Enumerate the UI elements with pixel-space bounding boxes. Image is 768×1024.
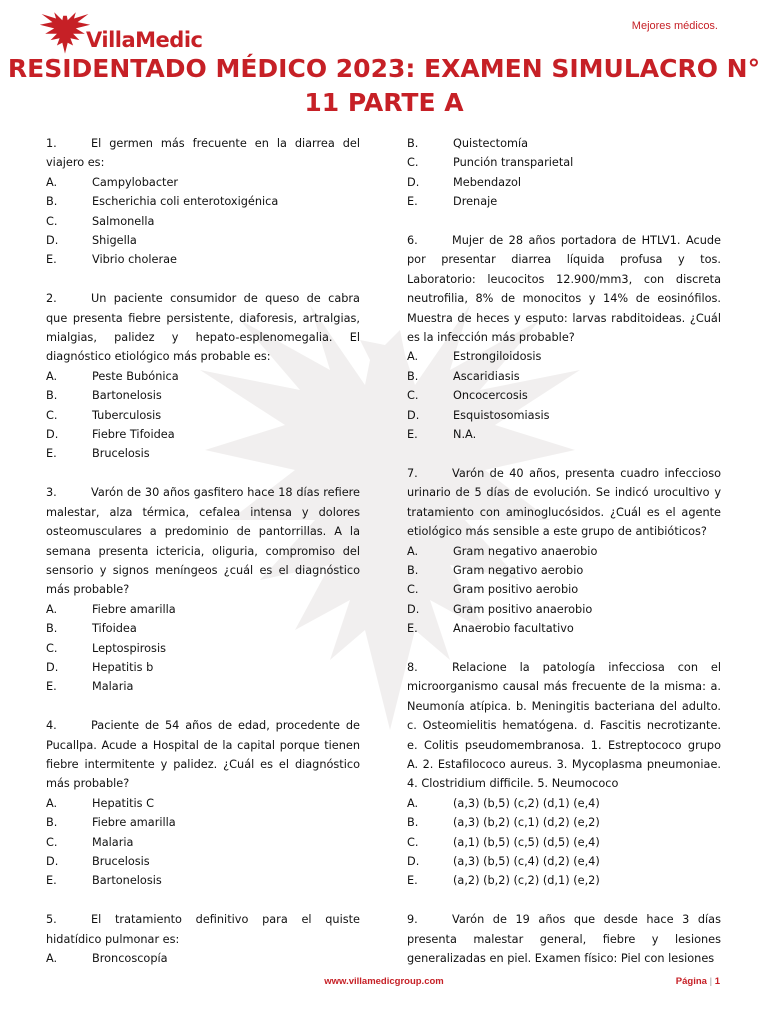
question-stem — [407, 910, 721, 968]
answer-option[interactable] — [46, 949, 360, 968]
answer-option[interactable] — [407, 852, 721, 871]
option-letter: A. — [407, 544, 419, 558]
answer-option[interactable] — [46, 406, 360, 425]
option-text: Brucelosis — [92, 447, 150, 461]
answer-option[interactable] — [46, 871, 360, 890]
question-stem — [46, 716, 360, 794]
option-text: Brucelosis — [92, 854, 150, 868]
option-letter: C. — [407, 583, 419, 597]
question-text: Varón de 40 años, presenta cuadro infeccioso urinario de 5 días de evolución. Se indicó urocultivo y tratamiento con aminoglucósidos. ¿Cuál es el agente etiológico más sensible a este grupo de antibióticos? — [407, 466, 721, 539]
option-letter: A. — [46, 175, 58, 189]
option-text: (a,3) (b,2) (c,1) (d,2) (e,2) — [453, 816, 600, 830]
question-stem — [407, 464, 721, 542]
question-text: Paciente de 54 años de edad, procedente de Pucallpa. Acude a Hospital de la capital porque tienen fiebre intermitente y palidez. ¿Cuál es el diagnóstico más probable? — [46, 719, 360, 791]
option-text: Ascaridiasis — [453, 369, 520, 383]
option-letter: D. — [407, 602, 420, 616]
option-letter: D. — [407, 408, 420, 422]
question-text: El germen más frecuente en la diarrea del viajero es: — [46, 137, 360, 170]
option-text: Tifoidea — [92, 622, 137, 636]
option-text: Estrongiloidosis — [453, 350, 542, 364]
option-letter: E. — [46, 680, 57, 694]
left-column — [46, 134, 360, 988]
answer-option[interactable] — [407, 580, 721, 599]
brand-tagline: Mejores médicos. — [631, 20, 718, 32]
question — [46, 134, 360, 270]
brand-logo[interactable] — [38, 10, 202, 54]
question-text: Varón de 19 años que desde hace 3 días presenta malestar general, fiebre y lesiones generalizadas en piel. Examen físico: Piel con lesiones — [407, 913, 721, 965]
question-number: 3. — [46, 486, 57, 500]
answer-option[interactable] — [407, 813, 721, 832]
option-letter: C. — [46, 641, 58, 655]
question-stem — [46, 483, 360, 599]
answer-option[interactable] — [407, 833, 721, 852]
option-text: Vibrio cholerae — [92, 253, 177, 267]
question — [407, 134, 721, 212]
option-letter: C. — [46, 214, 58, 228]
option-letter: B. — [46, 389, 58, 403]
question — [46, 910, 360, 968]
answer-option[interactable] — [46, 600, 360, 619]
phoenix-logo-icon — [38, 10, 92, 54]
option-text: (a,1) (b,5) (c,5) (d,5) (e,4) — [453, 835, 600, 849]
option-text: Salmonella — [92, 214, 155, 228]
question-text: Relacione la patología infecciosa con el microorganismo causal más frecuente de la misma: a. Neumonía atípica. b. Meningitis bacteriana del adulto. c. Osteomielitis hematógena. d. Fascitis necrotizante. e. Colitis pseudomembranosa. 1. Estreptococo grupo A. 2. Estafilococo aureus. 3. Mycoplasma pneumoniae. 4. Clostridium difficile. 5. Neumococo — [407, 660, 721, 791]
option-text: (a,3) (b,5) (c,2) (d,1) (e,4) — [453, 796, 600, 810]
question — [407, 231, 721, 444]
option-text: Bartonelosis — [92, 389, 162, 403]
option-letter: C. — [46, 835, 58, 849]
answer-option[interactable] — [407, 192, 721, 211]
answer-option[interactable] — [46, 833, 360, 852]
option-letter: D. — [407, 175, 420, 189]
option-text: N.A. — [453, 428, 477, 442]
answer-option[interactable] — [46, 386, 360, 405]
question-text: Un paciente consumidor de queso de cabra que presenta fiebre persistente, diaforesis, artralgias, mialgias, palidez y hepato-esplenomegalia. El diagnóstico etiológico más probable es: — [46, 292, 360, 364]
answer-option[interactable] — [407, 347, 721, 366]
answer-option[interactable] — [407, 153, 721, 172]
answer-option[interactable] — [407, 386, 721, 405]
answer-option[interactable] — [46, 367, 360, 386]
option-text: Shigella — [92, 234, 137, 248]
answer-option[interactable] — [407, 173, 721, 192]
option-text: Broncoscopía — [92, 952, 168, 965]
option-text: Gram positivo anaerobio — [453, 602, 593, 616]
option-letter: E. — [407, 428, 418, 442]
option-letter: B. — [407, 137, 419, 150]
option-text: Mebendazol — [453, 175, 522, 189]
answer-option[interactable] — [407, 561, 721, 580]
question-number: 9. — [407, 913, 418, 927]
option-text: (a,2) (b,2) (c,2) (d,1) (e,2) — [453, 874, 600, 888]
question-stem — [46, 134, 360, 173]
option-text: Quistectomía — [453, 137, 529, 150]
option-letter: C. — [407, 389, 419, 403]
option-letter: A. — [46, 602, 58, 616]
question — [407, 658, 721, 891]
option-letter: E. — [407, 622, 418, 636]
option-text: Peste Bubónica — [92, 369, 179, 383]
option-text: Hepatitis C — [92, 796, 155, 810]
option-text: Hepatitis b — [92, 660, 154, 674]
answer-option[interactable] — [46, 192, 360, 211]
option-text: Drenaje — [453, 195, 498, 209]
option-letter: A. — [46, 796, 58, 810]
answer-option[interactable] — [46, 658, 360, 677]
option-text: Bartonelosis — [92, 874, 162, 888]
answer-option[interactable] — [46, 173, 360, 192]
option-text: Fiebre amarilla — [92, 816, 176, 830]
option-letter: E. — [407, 195, 418, 209]
option-letter: C. — [46, 408, 58, 422]
option-letter: E. — [46, 874, 57, 888]
option-text: Anaerobio facultativo — [453, 622, 574, 636]
option-text: Tuberculosis — [92, 408, 162, 422]
option-letter: A. — [407, 796, 419, 810]
question-number: 2. — [46, 292, 57, 306]
question-number: 4. — [46, 719, 57, 733]
right-column — [407, 134, 721, 988]
question — [407, 910, 721, 968]
answer-option[interactable] — [407, 406, 721, 425]
answer-option[interactable] — [46, 444, 360, 463]
option-letter: E. — [407, 874, 418, 888]
answer-option[interactable] — [46, 813, 360, 832]
question-stem — [46, 910, 360, 949]
option-letter: B. — [407, 563, 419, 577]
page-label: Página — [675, 976, 707, 987]
option-letter: C. — [407, 835, 419, 849]
brand-name: VillaMedic — [86, 28, 203, 52]
option-text: Leptospirosis — [92, 641, 166, 655]
question — [46, 289, 360, 464]
answer-option[interactable] — [407, 134, 721, 153]
question — [46, 483, 360, 696]
option-text: Esquistosomiasis — [453, 408, 550, 422]
option-letter: B. — [407, 816, 419, 830]
question-text: Varón de 30 años gasfitero hace 18 días refiere malestar, alza térmica, cefalea intensa y dolores osteomusculares a predominio de pantorrillas. A la semana presenta ictericia, oliguria, compromiso del sensorio y signos meníngeos ¿cuál es el diagnóstico más probable? — [46, 486, 360, 597]
question-number: 5. — [46, 913, 57, 927]
option-text: (a,3) (b,5) (c,4) (d,2) (e,4) — [453, 854, 600, 868]
option-text: Campylobacter — [92, 175, 179, 189]
option-letter: B. — [46, 816, 58, 830]
option-text: Gram positivo aerobio — [453, 583, 579, 597]
option-letter: D. — [46, 660, 59, 674]
answer-option[interactable] — [407, 600, 721, 619]
option-text: Malaria — [92, 835, 134, 849]
option-text: Escherichia coli enterotoxigénica — [92, 195, 279, 209]
answer-option[interactable] — [407, 367, 721, 386]
option-letter: A. — [407, 350, 419, 364]
answer-option[interactable] — [46, 212, 360, 231]
question-number: 1. — [46, 137, 57, 150]
option-text: Oncocercosis — [453, 389, 528, 403]
option-text: Punción transparietal — [453, 156, 574, 170]
footer-url[interactable]: www.villamedicgroup.com — [324, 976, 444, 987]
answer-option[interactable] — [46, 852, 360, 871]
page-number: 1 — [714, 976, 720, 987]
question-text: Mujer de 28 años portadora de HTLV1. Acude por presentar diarrea líquida profusa y tos. Laboratorio: leucocitos 12.900/mm3, con discreta neutrofilia, 8% de monocitos y 14% de eosinófilos. Muestra de heces y esputo: larvas rabditoideas. ¿Cuál es la infección más probable? — [407, 234, 721, 345]
question-stem — [407, 658, 721, 794]
question-text: El tratamiento definitivo para el quiste hidatídico pulmonar es: — [46, 913, 360, 946]
option-text: Fiebre amarilla — [92, 602, 176, 616]
question-stem — [46, 289, 360, 367]
answer-option[interactable] — [407, 619, 721, 638]
question-number: 7. — [407, 466, 418, 480]
option-letter: C. — [407, 156, 419, 170]
answer-option[interactable] — [46, 677, 360, 696]
answer-option[interactable] — [46, 250, 360, 269]
question — [46, 716, 360, 891]
option-letter: D. — [46, 854, 59, 868]
page-title: RESIDENTADO MÉDICO 2023: EXAMEN SIMULACRO N° 11 PARTE A — [7, 54, 761, 117]
option-text: Fiebre Tifoidea — [92, 428, 175, 442]
question-number: 8. — [407, 660, 418, 674]
option-letter: A. — [46, 369, 58, 383]
question — [407, 464, 721, 639]
option-text: Gram negativo aerobio — [453, 563, 584, 577]
option-letter: D. — [407, 854, 420, 868]
answer-option[interactable] — [46, 425, 360, 444]
option-letter: D. — [46, 234, 59, 248]
answer-option[interactable] — [46, 794, 360, 813]
answer-option[interactable] — [46, 639, 360, 658]
answer-option[interactable] — [407, 794, 721, 813]
option-letter: E. — [46, 253, 57, 267]
option-text: Gram negativo anaerobio — [453, 544, 598, 558]
answer-option[interactable] — [46, 231, 360, 250]
answer-option[interactable] — [46, 619, 360, 638]
option-letter: E. — [46, 447, 57, 461]
footer-page-number: Página | 1 — [675, 976, 720, 987]
option-text: Malaria — [92, 680, 134, 694]
option-letter: B. — [46, 195, 58, 209]
answer-option[interactable] — [407, 871, 721, 890]
option-letter: B. — [46, 622, 58, 636]
option-letter: B. — [407, 369, 419, 383]
question-number: 6. — [407, 234, 418, 248]
option-letter: A. — [46, 952, 58, 965]
answer-option[interactable] — [407, 425, 721, 444]
option-letter: D. — [46, 428, 59, 442]
answer-option[interactable] — [407, 542, 721, 561]
question-stem — [407, 231, 721, 347]
